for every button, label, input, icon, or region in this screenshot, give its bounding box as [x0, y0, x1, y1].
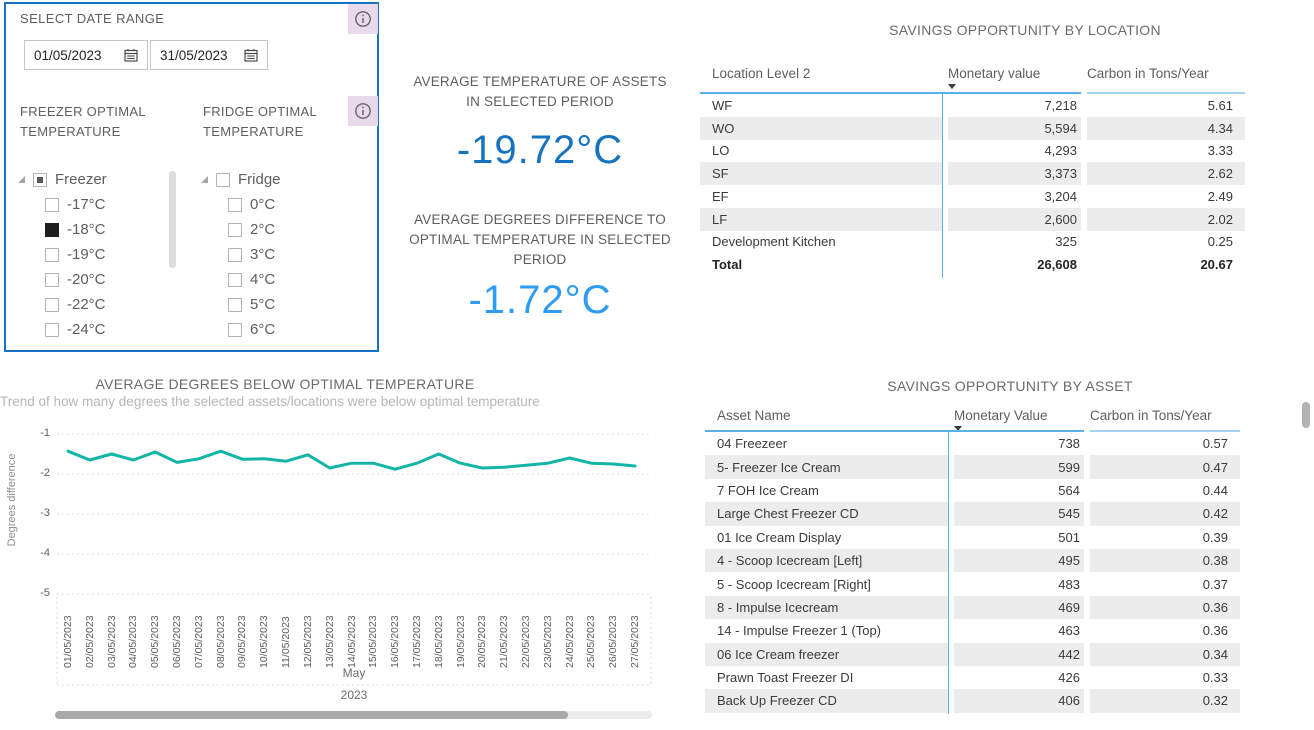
column-header-carbon[interactable]: Carbon in Tons/Year: [1087, 66, 1209, 81]
column-header-carbon[interactable]: Carbon in Tons/Year: [1090, 408, 1212, 423]
cell-value: 3,204: [1044, 188, 1077, 204]
location-table-header: [700, 66, 1245, 89]
cell-value: 0.34: [1090, 643, 1240, 666]
checkbox-indeterminate[interactable]: [33, 173, 47, 187]
table-row[interactable]: [705, 549, 1240, 572]
table-total-row[interactable]: [700, 253, 1245, 276]
table-row[interactable]: [700, 231, 1245, 254]
cell-label: LO: [712, 143, 730, 159]
table-row[interactable]: [705, 455, 1240, 478]
cell-label: 06 Ice Cream freezer: [705, 643, 948, 666]
table-row[interactable]: [700, 140, 1245, 163]
chart-subtitle: Trend of how many degrees the selected assets/locations were below optimal temperature: [0, 394, 540, 409]
collapse-icon[interactable]: [201, 176, 208, 183]
kpi-value: -19.72°C: [456, 128, 624, 172]
table-row[interactable]: [700, 94, 1245, 117]
cell-label: SF: [700, 162, 942, 185]
cell-value: 0.36: [1202, 623, 1228, 639]
option-label: -17°C: [67, 196, 106, 213]
y-tick-label: -3: [40, 507, 50, 519]
fridge-slicer-title: FRIDGE OPTIMAL TEMPERATURE: [203, 104, 317, 139]
cell-value: 3,373: [948, 162, 1081, 185]
cell-value: 495: [954, 549, 1084, 572]
cell-label: Back Up Freezer CD: [705, 689, 948, 712]
cell-value: 406: [954, 689, 1084, 712]
temperature-option[interactable]: [201, 192, 351, 217]
temperature-option[interactable]: [201, 292, 351, 317]
freezer-temperature-slicer: [18, 167, 168, 342]
temperature-option[interactable]: [201, 242, 351, 267]
cell-label: 5- Freezer Ice Cream: [705, 455, 948, 478]
checkbox-unchecked[interactable]: [45, 298, 59, 312]
cell-value: 483: [1058, 576, 1080, 592]
collapse-icon[interactable]: [18, 176, 25, 183]
x-tick-label: 12/05/2023: [301, 615, 314, 668]
temperature-option[interactable]: [18, 192, 168, 217]
x-tick-label: 25/05/2023: [585, 615, 598, 668]
temperature-option[interactable]: [18, 292, 168, 317]
slicer-panel: [4, 2, 379, 352]
table-row[interactable]: [700, 208, 1245, 231]
table-row[interactable]: [705, 619, 1240, 642]
kpi-title: AVERAGE TEMPERATURE OF ASSETS IN SELECTED PERIOD: [413, 74, 667, 109]
cell-value: 26,608: [1037, 257, 1077, 273]
chart-horizontal-scrollbar-thumb[interactable]: [55, 711, 568, 719]
cell-value: 2,600: [948, 208, 1081, 231]
cell-value: 0.25: [1207, 234, 1233, 250]
temperature-option[interactable]: [18, 217, 168, 242]
checkbox-unchecked[interactable]: [45, 273, 59, 287]
end-date-value: 31/05/2023: [160, 47, 228, 63]
cell-value: 5.61: [1207, 97, 1233, 113]
location-table-title: SAVINGS OPPORTUNITY BY LOCATION: [889, 22, 1161, 38]
kpi-average-temperature: [410, 72, 670, 173]
x-tick-label: 09/05/2023: [236, 615, 249, 668]
cell-value: 469: [954, 596, 1084, 619]
table-row[interactable]: [705, 526, 1240, 549]
cell-value: 501: [1058, 529, 1080, 545]
option-label: -24°C: [67, 321, 106, 338]
cell-label: WO: [700, 117, 942, 140]
x-tick-label: 13/05/2023: [323, 615, 336, 668]
checkbox-checked[interactable]: [45, 223, 59, 237]
cell-label: 8 - Impulse Icecream: [705, 596, 948, 619]
calendar-icon[interactable]: [124, 48, 138, 62]
temperature-option[interactable]: [18, 242, 168, 267]
end-date-input[interactable]: [150, 40, 268, 70]
calendar-icon[interactable]: [244, 48, 258, 62]
cell-label: Prawn Toast Freezer DI: [717, 670, 854, 686]
column-header-location[interactable]: Location Level 2: [712, 66, 811, 81]
temperature-option[interactable]: [18, 267, 168, 292]
cell-value: 4,293: [1044, 143, 1077, 159]
y-axis-label: Degrees difference: [6, 453, 18, 547]
temperature-option[interactable]: [18, 317, 168, 342]
table-row[interactable]: [705, 479, 1240, 502]
cell-label: 04 Freezeer: [717, 436, 788, 452]
y-tick-label: -2: [40, 467, 50, 479]
column-header-monetary[interactable]: Monetary Value: [954, 408, 1084, 431]
cell-label: 4 - Scoop Icecream [Left]: [705, 549, 948, 572]
start-date-input[interactable]: [24, 40, 148, 70]
temperature-option[interactable]: [201, 217, 351, 242]
table-row[interactable]: [700, 117, 1245, 140]
x-tick-label: 24/05/2023: [563, 615, 576, 668]
kpi-value: -1.72°C: [468, 278, 612, 322]
cell-value: 426: [1058, 670, 1080, 686]
y-tick-label: -5: [40, 587, 50, 599]
option-label: 6°C: [250, 321, 276, 338]
cell-value: 4.34: [1087, 117, 1245, 140]
checkbox-unchecked[interactable]: [228, 323, 242, 337]
trend-line: [68, 451, 635, 469]
x-tick-label: 04/05/2023: [127, 615, 140, 668]
temperature-option[interactable]: [201, 267, 351, 292]
table-row[interactable]: [705, 596, 1240, 619]
table-row[interactable]: [700, 185, 1245, 208]
option-label: 4°C: [250, 271, 276, 288]
x-tick-label: 22/05/2023: [519, 615, 532, 668]
freezer-slicer-title: FREEZER OPTIMAL TEMPERATURE: [20, 104, 146, 139]
cell-value: 2.49: [1207, 188, 1233, 204]
info-button[interactable]: [348, 96, 378, 126]
x-axis-month-label: May: [342, 666, 366, 680]
cell-label: LF: [700, 208, 942, 231]
table-row[interactable]: [705, 643, 1240, 666]
cell-value: 0.33: [1202, 670, 1228, 686]
cell-label: EF: [712, 188, 729, 204]
table-row[interactable]: [705, 502, 1240, 525]
location-table-rows: [700, 94, 1245, 276]
freezer-parent-label: Freezer: [55, 171, 107, 188]
kpi-title: AVERAGE DEGREES DIFFERENCE TO OPTIMAL TEMPERATURE IN SELECTED PERIOD: [409, 212, 671, 267]
cell-value: 0.36: [1090, 596, 1240, 619]
option-label: 0°C: [250, 196, 276, 213]
cell-value: 20.67: [1200, 257, 1233, 273]
x-tick-label: 11/05/2023: [280, 616, 293, 668]
cell-value: 7,218: [1044, 97, 1077, 113]
table-row[interactable]: [705, 666, 1240, 689]
sort-descending-icon: [948, 84, 956, 89]
option-label: -19°C: [67, 246, 106, 263]
cell-value: 564: [1058, 482, 1080, 498]
asset-table-header: [705, 408, 1240, 431]
cell-value: 599: [954, 455, 1084, 478]
x-axis-year-label: 2023: [340, 688, 368, 702]
column-header-monetary[interactable]: Monetary value: [948, 66, 1081, 89]
cell-value: 3.33: [1207, 143, 1233, 159]
cell-value: 545: [954, 502, 1084, 525]
freezer-list-scrollbar[interactable]: [169, 171, 176, 268]
fridge-temperature-slicer: [201, 167, 351, 342]
asset-table-rows: [705, 432, 1240, 713]
checkbox-unchecked[interactable]: [228, 198, 242, 212]
fridge-parent-label: Fridge: [238, 171, 281, 188]
cell-label: WF: [712, 97, 733, 113]
chart-title: AVERAGE DEGREES BELOW OPTIMAL TEMPERATURE: [95, 376, 475, 392]
x-tick-label: 26/05/2023: [607, 615, 620, 668]
info-circle-icon: [354, 10, 372, 28]
x-tick-label: 03/05/2023: [105, 615, 118, 668]
info-circle-icon: [354, 102, 372, 120]
x-tick-label: 15/05/2023: [367, 615, 380, 668]
cell-value: 0.57: [1202, 436, 1228, 452]
cell-label: 5 - Scoop Icecream [Right]: [717, 576, 871, 592]
table-row[interactable]: [705, 572, 1240, 595]
checkbox-unchecked[interactable]: [45, 323, 59, 337]
info-button[interactable]: [348, 4, 378, 34]
x-tick-label: 18/05/2023: [432, 615, 445, 668]
asset-table-title: SAVINGS OPPORTUNITY BY ASSET: [887, 378, 1133, 394]
checkbox-unchecked[interactable]: [45, 248, 59, 262]
option-label: 3°C: [250, 246, 276, 263]
cell-value: 0.42: [1090, 502, 1240, 525]
option-label: 5°C: [250, 296, 276, 313]
fridge-parent-row[interactable]: [201, 167, 351, 192]
x-tick-label: 27/05/2023: [629, 615, 641, 668]
option-label: -22°C: [67, 296, 106, 313]
option-label: -20°C: [67, 271, 106, 288]
cell-value: 0.38: [1090, 549, 1240, 572]
cell-label: 14 - Impulse Freezer 1 (Top): [717, 623, 882, 639]
kpi-average-degrees-difference: [407, 210, 673, 323]
cell-value: 2.62: [1087, 162, 1245, 185]
x-tick-label: 02/05/2023: [83, 615, 96, 668]
x-tick-label: 05/05/2023: [149, 615, 162, 668]
x-tick-label: 16/05/2023: [389, 615, 402, 668]
date-range-title: SELECT DATE RANGE: [20, 11, 165, 26]
checkbox-unchecked[interactable]: [216, 173, 230, 187]
cell-value: 2.02: [1087, 208, 1245, 231]
table-row[interactable]: [705, 432, 1240, 455]
cell-value: 0.37: [1202, 576, 1228, 592]
x-tick-label: 23/05/2023: [541, 615, 554, 668]
freezer-options-list: [18, 192, 168, 342]
option-label: 2°C: [250, 221, 276, 238]
freezer-parent-row[interactable]: [18, 167, 168, 192]
cell-value: 738: [1058, 436, 1080, 452]
cell-value: 325: [1055, 234, 1077, 250]
asset-table-scrollbar-thumb[interactable]: [1302, 402, 1310, 428]
cell-value: 0.44: [1202, 482, 1228, 498]
cell-label: Total: [712, 257, 743, 273]
checkbox-unchecked[interactable]: [228, 248, 242, 262]
table-row[interactable]: [700, 162, 1245, 185]
checkbox-unchecked[interactable]: [228, 223, 242, 237]
x-tick-label: 20/05/2023: [476, 615, 489, 668]
cell-label: 7 FOH Ice Cream: [717, 482, 819, 498]
cell-label: Development Kitchen: [712, 234, 836, 250]
fridge-options-list: [201, 192, 351, 342]
cell-label: 01 Ice Cream Display: [717, 529, 842, 545]
checkbox-unchecked[interactable]: [228, 298, 242, 312]
cell-value: 0.39: [1202, 529, 1228, 545]
temperature-option[interactable]: [201, 317, 351, 342]
x-tick-label: 10/05/2023: [258, 615, 271, 668]
x-tick-label: 06/05/2023: [171, 615, 184, 668]
start-date-value: 01/05/2023: [34, 47, 102, 63]
cell-value: 0.32: [1090, 689, 1240, 712]
cell-value: 5,594: [948, 117, 1081, 140]
y-tick-label: -4: [40, 547, 50, 559]
x-tick-label: 01/05/2023: [62, 615, 74, 668]
checkbox-unchecked[interactable]: [45, 198, 59, 212]
x-tick-label: 17/05/2023: [410, 615, 423, 668]
cell-label: Large Chest Freezer CD: [705, 502, 948, 525]
cell-value: 0.47: [1090, 455, 1240, 478]
cell-value: 442: [954, 643, 1084, 666]
checkbox-unchecked[interactable]: [228, 273, 242, 287]
x-tick-label: 21/05/2023: [498, 615, 511, 668]
column-header-asset[interactable]: Asset Name: [717, 408, 791, 423]
option-label: -18°C: [67, 221, 106, 238]
x-tick-label: 07/05/2023: [192, 615, 205, 668]
y-tick-label: -1: [40, 427, 50, 439]
x-tick-label: 08/05/2023: [214, 615, 227, 668]
cell-value: 463: [1058, 623, 1080, 639]
x-tick-label: 19/05/2023: [454, 615, 467, 668]
table-row[interactable]: [705, 689, 1240, 712]
x-tick-label: 14/05/2023: [345, 615, 358, 668]
